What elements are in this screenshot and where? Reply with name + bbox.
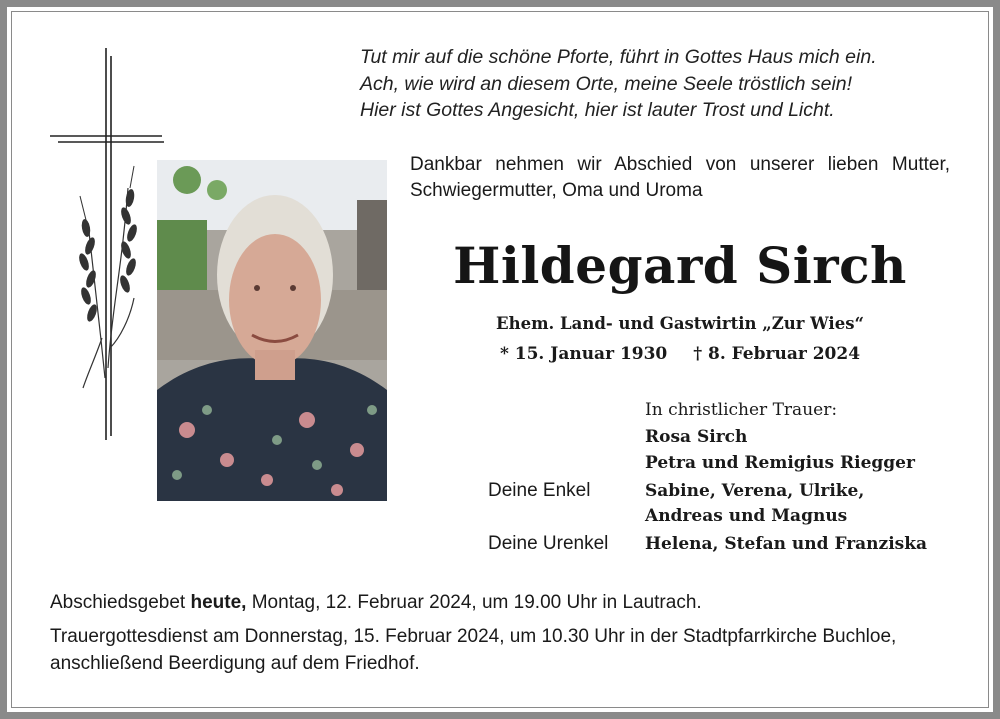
- mourner-row: [480, 427, 960, 454]
- poem-line: Hier ist Gottes Angesicht, hier ist lauter Trost und Licht.: [360, 99, 835, 121]
- intro-text: Dankbar nehmen wir Abschied von unserer lieben Mutter, Schwiegermutter, Oma und Uroma: [410, 154, 950, 201]
- prayer-post: Montag, 12. Februar 2024, um 19.00 Uhr in Lautrach.: [246, 592, 702, 613]
- prayer-pre: Abschiedsgebet: [50, 592, 191, 613]
- mourner-row: [480, 480, 960, 507]
- poem-line: Ach, wie wird an diesem Orte, meine Seele tröstlich sein!: [360, 72, 853, 95]
- portrait-photo: [157, 160, 387, 501]
- cross-with-wheat-icon: [50, 48, 170, 443]
- mourners-heading-row: [480, 400, 960, 427]
- occupation: Ehem. Land- und Gastwirtin „Zur Wies“: [496, 314, 864, 333]
- mourner-name: Rosa Sirch: [645, 426, 748, 447]
- prayer-notice: [50, 590, 960, 617]
- mourner-name: Andreas und Magnus: [645, 506, 848, 526]
- mourner-row: [480, 453, 960, 480]
- life-dates: [410, 344, 950, 364]
- mourner-row: [480, 506, 960, 533]
- mourner-label: Deine Enkel: [488, 479, 591, 501]
- death-date: † 8. Februar 2024: [693, 344, 861, 364]
- prayer-bold: heute,: [190, 592, 247, 613]
- mourner-label: Deine Urenkel: [488, 532, 609, 554]
- mourner-row: [480, 533, 960, 560]
- birth-date: * 15. Januar 1930: [499, 344, 668, 364]
- poem-line: Tut mir auf die schöne Pforte, führt in Gottes Haus mich ein.: [360, 46, 877, 68]
- poem: [360, 44, 960, 124]
- service-notice: Trauergottesdienst am Donnerstag, 15. Februar 2024, um 10.30 Uhr in der Stadtpfarrkirche Buchloe, anschließend Beerdigung auf dem Friedhof.: [50, 626, 897, 674]
- mourners-heading: In christlicher Trauer:: [645, 400, 838, 420]
- mourner-name: Petra und Remigius Riegger: [645, 453, 915, 473]
- mourner-name: Sabine, Verena, Ulrike,: [645, 480, 865, 501]
- mourners-list: [480, 400, 960, 559]
- mourner-name: Helena, Stefan und Franziska: [645, 533, 928, 554]
- deceased-name: Hildegard Sirch: [453, 236, 907, 295]
